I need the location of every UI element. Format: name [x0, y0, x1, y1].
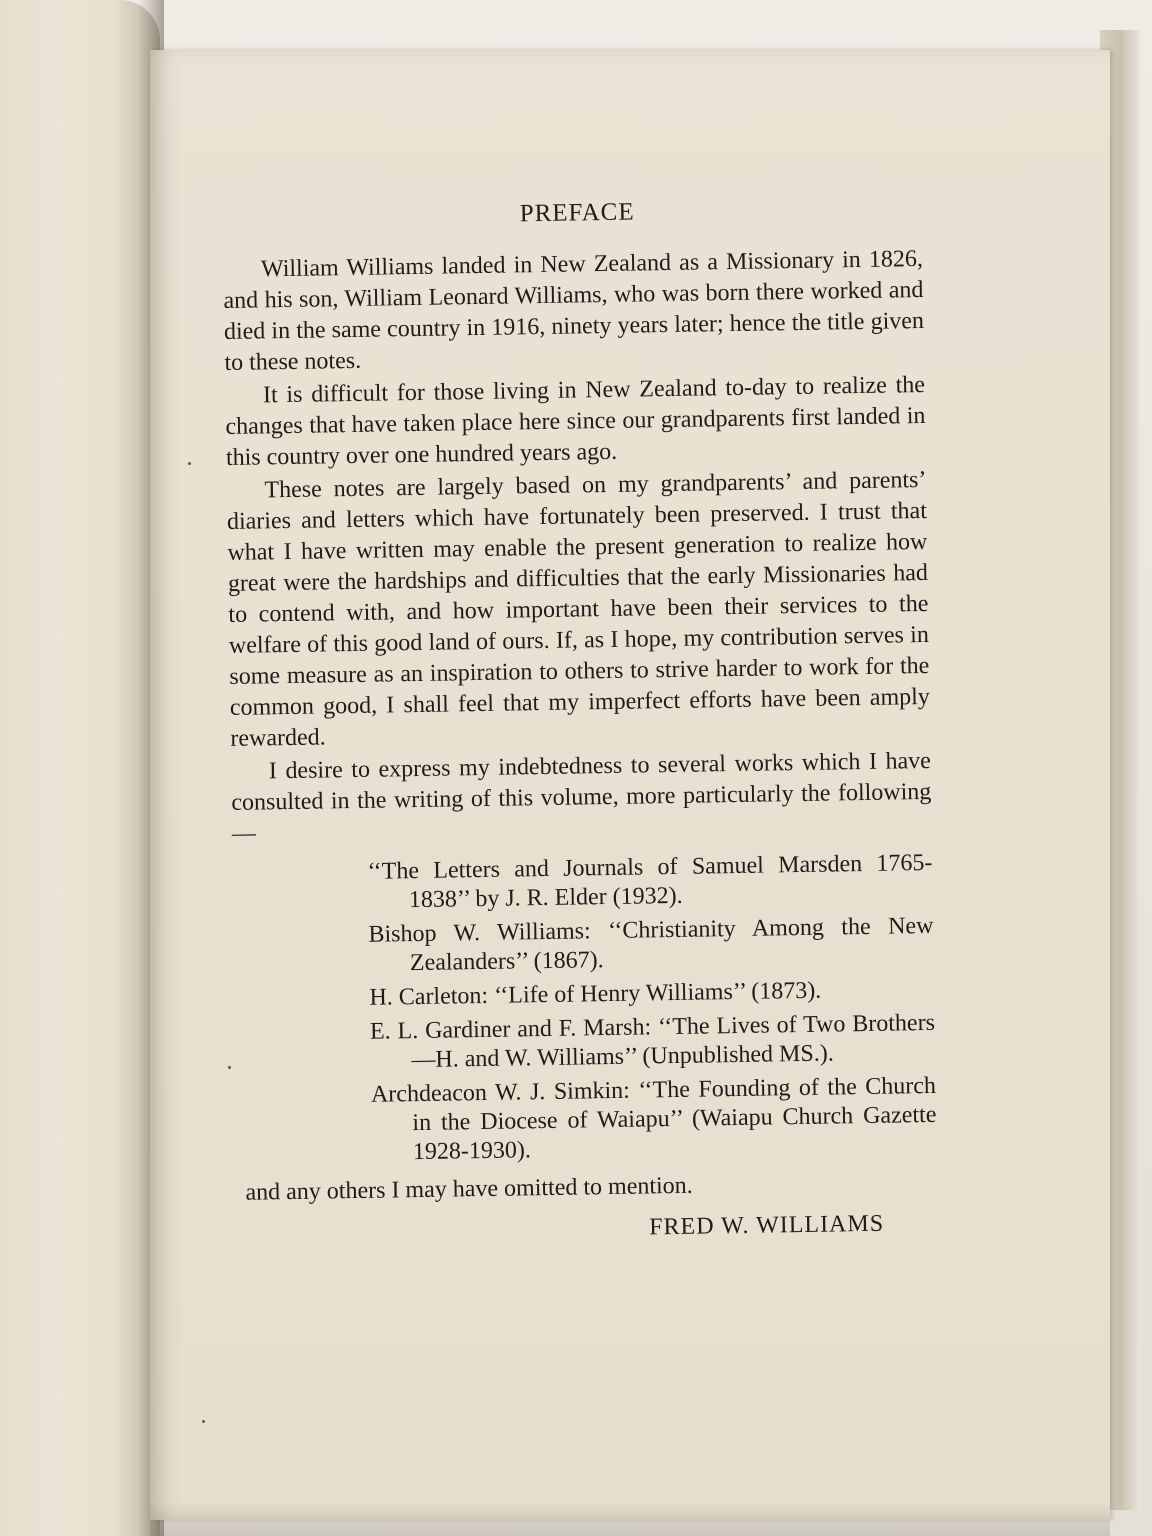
- page-title: PREFACE: [519, 198, 635, 228]
- paragraph: I desire to express my indebtedness to several works which I have consulted in the writing of this volume, more particularly the following—: [231, 747, 932, 847]
- reference-item: H. Carleton: ‘‘Life of Henry Williams’’ (1873).: [369, 977, 822, 1011]
- reference-item: Archdeacon W. J. Simkin: ‘‘The Founding of the Church in the Diocese of Waiapu’’ (Waiapu Church Gazette 1928-1930).: [370, 1072, 937, 1166]
- paragraph: These notes are largely based on my grandparents’ and parents’ diaries and letters which have fortunately been preserved. I trust that what I have written may enable the present generation to realize how great were the hardships and difficulties that the early Missionaries had to contend with, and how important have been their services to the welfare of this good land of ours. If, as I hope, my contribution serves in some measure as an inspiration to others to strive harder to work for the common good, I shall feel that my imperfect efforts have been amply rewarded.: [226, 466, 931, 752]
- paper-speck: [202, 1420, 205, 1423]
- paper-speck: [228, 1066, 231, 1069]
- paragraph: It is difficult for those living in New Zealand to-day to realize the changes that have taken place here since our grandparents first landed in this country over one hundred years ago.: [225, 371, 926, 471]
- reference-list: [232, 849, 937, 1170]
- paragraph: William Williams landed in New Zealand as a Missionary in 1826, and his son, William Leonard Williams, who was born there worked and died in the same country in 1916, ninety years later; hence the title given to these notes.: [223, 245, 925, 376]
- paper-speck: [188, 462, 191, 465]
- page-bottom-shadow: [150, 1500, 1110, 1536]
- preface-text: [222, 194, 938, 1248]
- previous-page-edge: [0, 0, 160, 1536]
- closing-line: and any others I may have omitted to mention.: [245, 1172, 693, 1206]
- reference-item: E. L. Gardiner and F. Marsh: ‘‘The Lives of Two Brothers—H. and W. Williams’’ (Unpublished MS.).: [369, 1009, 936, 1074]
- author-signature: FRED W. WILLIAMS: [649, 1210, 885, 1241]
- reference-item: Bishop W. Williams: ‘‘Christianity Among the New Zealanders’’ (1867).: [368, 912, 934, 977]
- reference-item: ‘‘The Letters and Journals of Samuel Marsden 1765-1838’’ by J. R. Elder (1932).: [367, 849, 933, 914]
